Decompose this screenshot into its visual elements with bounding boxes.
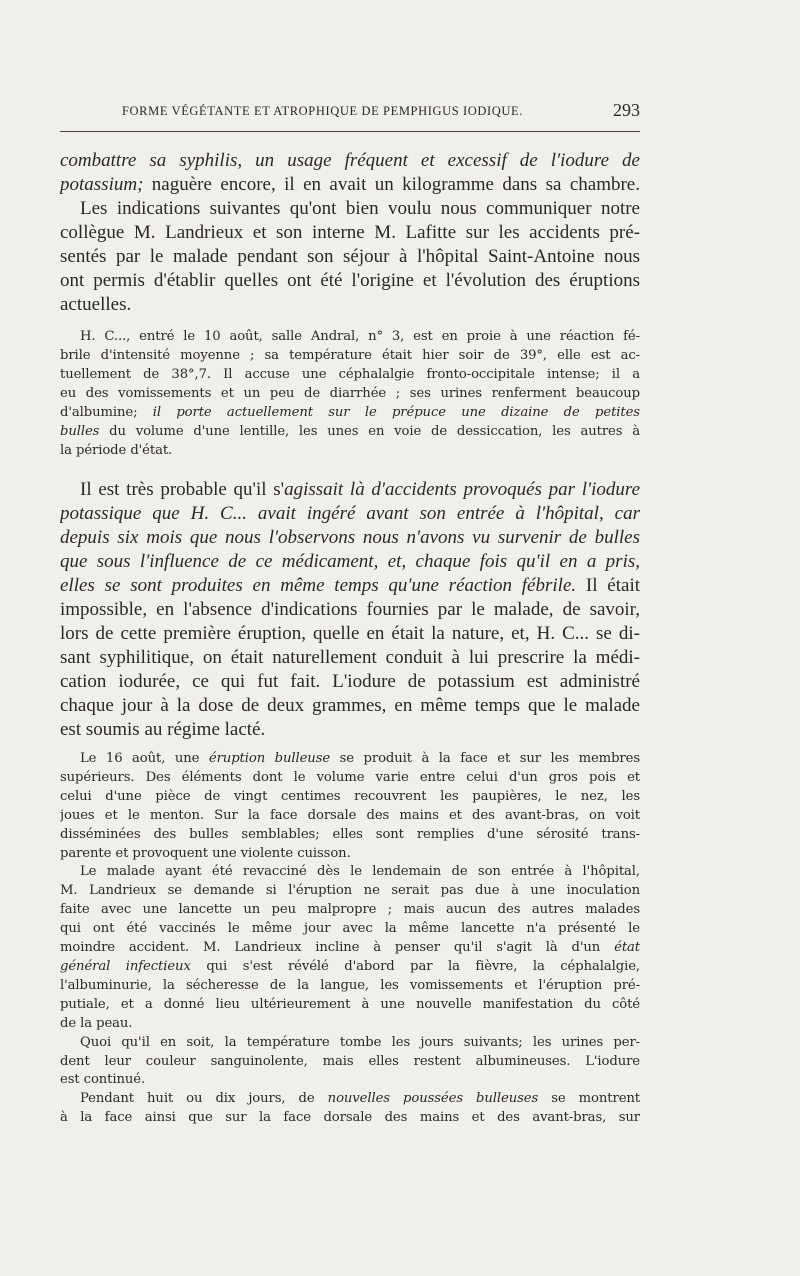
text-line (60, 845, 640, 864)
paragraph-case-note (60, 327, 640, 460)
text-line (60, 1015, 640, 1034)
text-run: se montrent (538, 1091, 640, 1107)
text-line (60, 384, 640, 403)
italic-run: bulles (60, 424, 100, 439)
text-line (60, 958, 640, 977)
page-number: 293 (613, 100, 640, 120)
text-run: putiale, et a donné lieu ultérieurement à une nouvelle manifestation du côté (60, 996, 640, 1012)
text-run: de la peau. (60, 1015, 133, 1031)
text-line (60, 441, 640, 460)
text-run: l'albuminurie, la sécheresse de la langue, les vomissements et l'éruption pré- (60, 977, 640, 993)
italic-run: elles se sont produites en même temps qu'une réaction fébrile. (60, 575, 577, 596)
text-line (60, 939, 640, 958)
text-run: moindre accident. M. Landrieux incline à penser qu'il s'agit là d'un (60, 940, 615, 956)
text-run: Quoi qu'il en soit, la température tombe les jours suivants; les urines per- (80, 1034, 640, 1050)
text-run: cation iodurée, ce qui fut fait. L'iodure de potassium est administré (60, 671, 640, 692)
text-line (60, 646, 640, 670)
text-run: ont permis d'établir quelles ont été l'origine et l'évolution des éruptions (60, 270, 640, 291)
text-run: collègue M. Landrieux et son interne M. Lafitte sur les accidents pré- (60, 222, 640, 243)
text-line (60, 718, 640, 742)
text-run: naguère encore, il en avait un kilogramme dans sa chambre. (143, 174, 640, 195)
text-line (60, 598, 640, 622)
italic-run: que sous l'influence de ce médicament, et, chaque fois qu'il en a pris, (60, 551, 640, 572)
italic-run: état (614, 940, 640, 956)
text-line (60, 502, 640, 526)
text-line (60, 1071, 640, 1090)
text-run: du volume d'une lentille, les unes en voie de dessiccation, les autres à (99, 424, 640, 439)
text-line (60, 694, 640, 718)
text-line (60, 622, 640, 646)
text-run: Il est très probable qu'il s' (80, 479, 285, 500)
italic-run: éruption bulleuse (208, 751, 331, 766)
text-line (60, 807, 640, 826)
paragraph-intro (60, 149, 640, 317)
text-line (60, 526, 640, 550)
italic-run: potassique que H. C... avait ingéré avant son entrée à l'hôpital, car (60, 503, 640, 524)
text-line (60, 863, 640, 882)
text-line (60, 750, 640, 769)
text-run: H. C..., entré le 10 août, salle Andral, n° 3, est en proie à une réaction fé- (80, 329, 640, 344)
text-line (60, 269, 640, 293)
italic-run: il porte actuellement sur le prépuce une dizaine de petites (152, 405, 640, 420)
text-run: la période d'état. (60, 443, 173, 458)
text-line (60, 1053, 640, 1072)
text-run: faite avec une lancette un peu malpropre ; mais aucun des autres malades (60, 902, 640, 918)
text-run: est continué. (60, 1072, 146, 1088)
text-run: Pendant huit ou dix jours, de (80, 1091, 328, 1107)
text-run: supérieurs. Des éléments dont le volume varie entre celui d'un gros pois et (60, 769, 640, 785)
text-run: qui ont été vaccinés le même jour avec la même lancette n'a présenté le (60, 921, 640, 937)
italic-run: nouvelles poussées bulleuses (327, 1091, 539, 1107)
text-run: parente et provoquent une violente cuisson. (60, 845, 351, 861)
text-line (60, 365, 640, 384)
text-line (60, 920, 640, 939)
text-line (60, 1109, 640, 1128)
text-run: brile d'intensité moyenne ; sa température était hier soir de 39°, elle est ac- (60, 348, 640, 363)
header-rule (60, 131, 640, 132)
text-line (60, 293, 640, 317)
text-run: disséminées des bulles semblables; elles sont remplies d'une sérosité trans- (60, 826, 640, 842)
italic-run: potassium; (60, 174, 144, 195)
text-line (60, 826, 640, 845)
text-run: se produit à la face et sur les membres (330, 751, 640, 766)
running-title: FORME VÉGÉTANTE ET ATROPHIQUE DE PEMPHIGUS IODIQUE. (122, 104, 524, 118)
italic-run: agissait là d'accidents provoqués par l'iodure (284, 479, 640, 500)
text-run: Il était (576, 575, 640, 596)
text-line (60, 478, 640, 502)
italic-run: combattre sa syphilis, un usage fréquent et excessif de l'iodure de (60, 150, 640, 171)
text-line (60, 422, 640, 441)
text-run: chaque jour à la dose de deux grammes, en même temps que le malade (60, 695, 640, 716)
text-line (60, 149, 640, 173)
text-line (60, 977, 640, 996)
text-line (60, 769, 640, 788)
text-run: d'albumine; (60, 405, 153, 420)
text-line (60, 996, 640, 1015)
page-header (60, 102, 640, 124)
text-line (60, 327, 640, 346)
text-run: est soumis au régime lacté. (60, 719, 266, 740)
text-line (60, 346, 640, 365)
text-line (60, 550, 640, 574)
text-line (60, 221, 640, 245)
text-run: à la face ainsi que sur la face dorsale des mains et des avant-bras, sur (60, 1110, 640, 1126)
text-run: impossible, en l'absence d'indications fournies par le malade, de savoir, (60, 599, 640, 620)
text-line (60, 173, 640, 197)
text-run: sentés par le malade pendant son séjour à l'hôpital Saint-Antoine nous (60, 246, 640, 267)
text-run: eu des vomissements et un peu de diarrhée ; ses urines renferment beaucoup (60, 386, 640, 401)
text-run: sant syphilitique, on était naturellement conduit à lui prescrire la médi- (60, 647, 640, 668)
text-run: tuellement de 38°,7. Il accuse une céphalalgie fronto-occipitale intense; il a (60, 367, 640, 382)
text-run: Les indications suivantes qu'ont bien voulu nous communiquer notre (80, 198, 640, 219)
text-run: lors de cette première éruption, quelle en était la nature, et, H. C... se di- (60, 623, 640, 644)
text-line (60, 901, 640, 920)
paragraph-clinical-course (60, 750, 640, 1128)
text-line (60, 574, 640, 598)
text-run: Le 16 août, une (80, 751, 209, 766)
text-run: celui d'une pièce de vingt centimes recouvrent les paupières, le nez, les (60, 788, 640, 804)
text-run: dent leur couleur sanguinolente, mais elles restent albumineuses. L'iodure (60, 1053, 640, 1069)
text-line (60, 403, 640, 422)
text-run: qui s'est révélé d'abord par la fièvre, la céphalalgie, (190, 958, 640, 974)
italic-run: général infectieux (60, 958, 191, 974)
text-run: joues et le menton. Sur la face dorsale des mains et des avant-bras, on voit (60, 807, 640, 823)
text-run: Le malade ayant été revacciné dès le lendemain de son entrée à l'hôpital, (80, 864, 640, 880)
text-line (60, 245, 640, 269)
text-run: M. Landrieux se demande si l'éruption ne serait pas due à une inoculation (60, 883, 640, 899)
text-run: actuelles. (60, 294, 132, 315)
italic-run: depuis six mois que nous l'observons nous n'avons vu survenir de bulles (60, 527, 640, 548)
paragraph-discussion (60, 478, 640, 742)
text-line (60, 670, 640, 694)
text-line (60, 1090, 640, 1109)
text-line (60, 1034, 640, 1053)
text-line (60, 197, 640, 221)
text-line (60, 882, 640, 901)
text-line (60, 788, 640, 807)
